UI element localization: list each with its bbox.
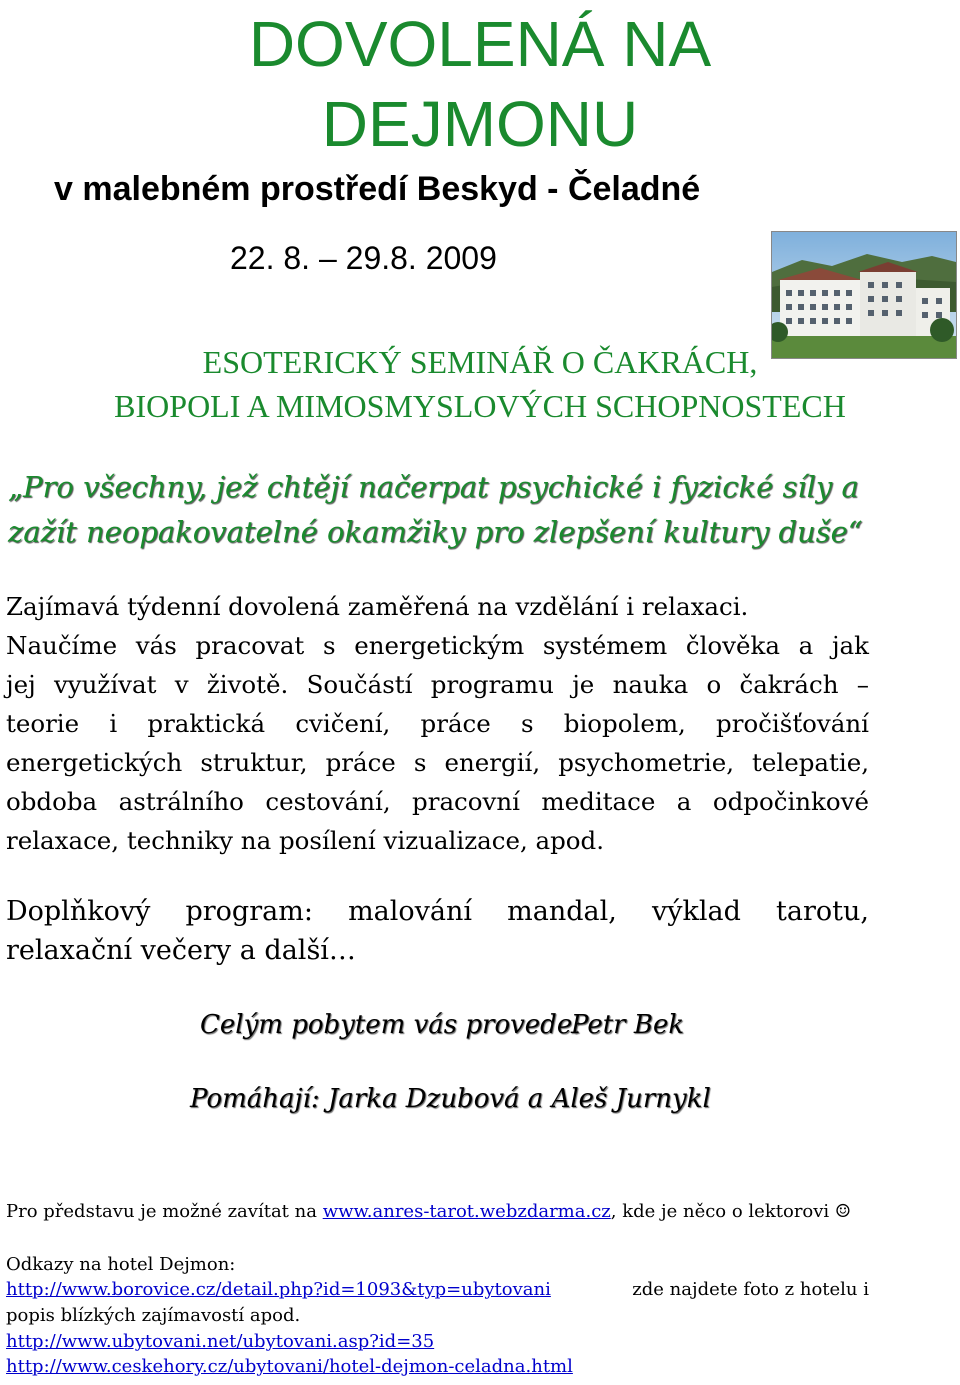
page-subtitle: v malebném prostředí Beskyd - Čeladné: [54, 170, 701, 208]
hotel-link-ubytovani[interactable]: http://www.ubytovani.net/ubytovani.asp?id=35: [6, 1331, 435, 1352]
extra-program-line2: relaxační večery a další…: [6, 935, 356, 966]
hotel-link1-row: [6, 1279, 869, 1300]
hotel-link2-row: [6, 1331, 434, 1352]
page-title-line2: DEJMONU: [321, 88, 639, 160]
hotel-link1-note-cont: popis blízkých zajímavostí apod.: [6, 1305, 301, 1326]
helpers: Pomáhají: Jarka Dzubová a Aleš Jurnykl: [190, 1084, 711, 1114]
event-dates: 22. 8. – 29.8. 2009: [230, 240, 497, 276]
motto-line2: zažít neopakovatelné okamžiky pro zlepšení kultury duše“: [8, 515, 863, 549]
lector-website-link[interactable]: www.anres-tarot.webzdarma.cz: [322, 1201, 611, 1222]
hotel-link3-row: [6, 1356, 573, 1377]
extra-program-line1: Doplňkový program: malování mandal, výklad tarotu,: [6, 896, 869, 927]
guide-name: Petr Bek: [571, 1010, 685, 1040]
lector-intro-suffix: , kde je něco o lektorovi ☺: [610, 1201, 852, 1222]
hotel-link-borovice[interactable]: http://www.borovice.cz/detail.php?id=1093&typ=ubytovani: [6, 1279, 551, 1300]
motto-line1: „Pro všechny, jež chtějí načerpat psychické i fyzické síly a: [8, 470, 859, 504]
description-line: Zajímavá týdenní dovolená zaměřená na vzdělání i relaxaci.: [6, 592, 749, 621]
description-line: relaxace, techniky na posílení vizualizace, apod.: [6, 826, 605, 855]
hotel-link-ceskehory[interactable]: http://www.ceskehory.cz/ubytovani/hotel-dejmon-celadna.html: [6, 1356, 573, 1377]
lector-intro: [6, 1201, 851, 1222]
seminar-heading-line1: ESOTERICKÝ SEMINÁŘ O ČAKRÁCH,: [202, 344, 758, 380]
hotel-photo-icon: [772, 232, 956, 358]
hotel-photo: [771, 231, 957, 359]
seminar-heading-line2: BIOPOLI A MIMOSMYSLOVÝCH SCHOPNOSTECH: [114, 388, 846, 424]
description-line: obdoba astrálního cestování, pracovní meditace a odpočinkové: [6, 787, 869, 816]
description-line: jej využívat v životě. Součástí programu je nauka o čakrách –: [6, 670, 869, 699]
description: [6, 587, 869, 860]
lector-intro-prefix: Pro představu je možné zavítat na: [6, 1201, 323, 1222]
description-line: Naučíme vás pracovat s energetickým systémem člověka a jak: [6, 631, 869, 660]
guide-label: Celým pobytem vás provede:: [200, 1010, 581, 1040]
hotel-links-heading: Odkazy na hotel Dejmon:: [6, 1254, 236, 1275]
hotel-link1-note: zde najdete foto z hotelu i: [632, 1279, 869, 1300]
extra-program: [6, 892, 869, 970]
page-title-line1: DOVOLENÁ NA: [248, 8, 712, 80]
description-line: teorie i praktická cvičení, práce s biopolem, pročišťování: [6, 709, 869, 738]
description-line: energetických struktur, práce s energií, psychometrie, telepatie,: [6, 748, 869, 777]
